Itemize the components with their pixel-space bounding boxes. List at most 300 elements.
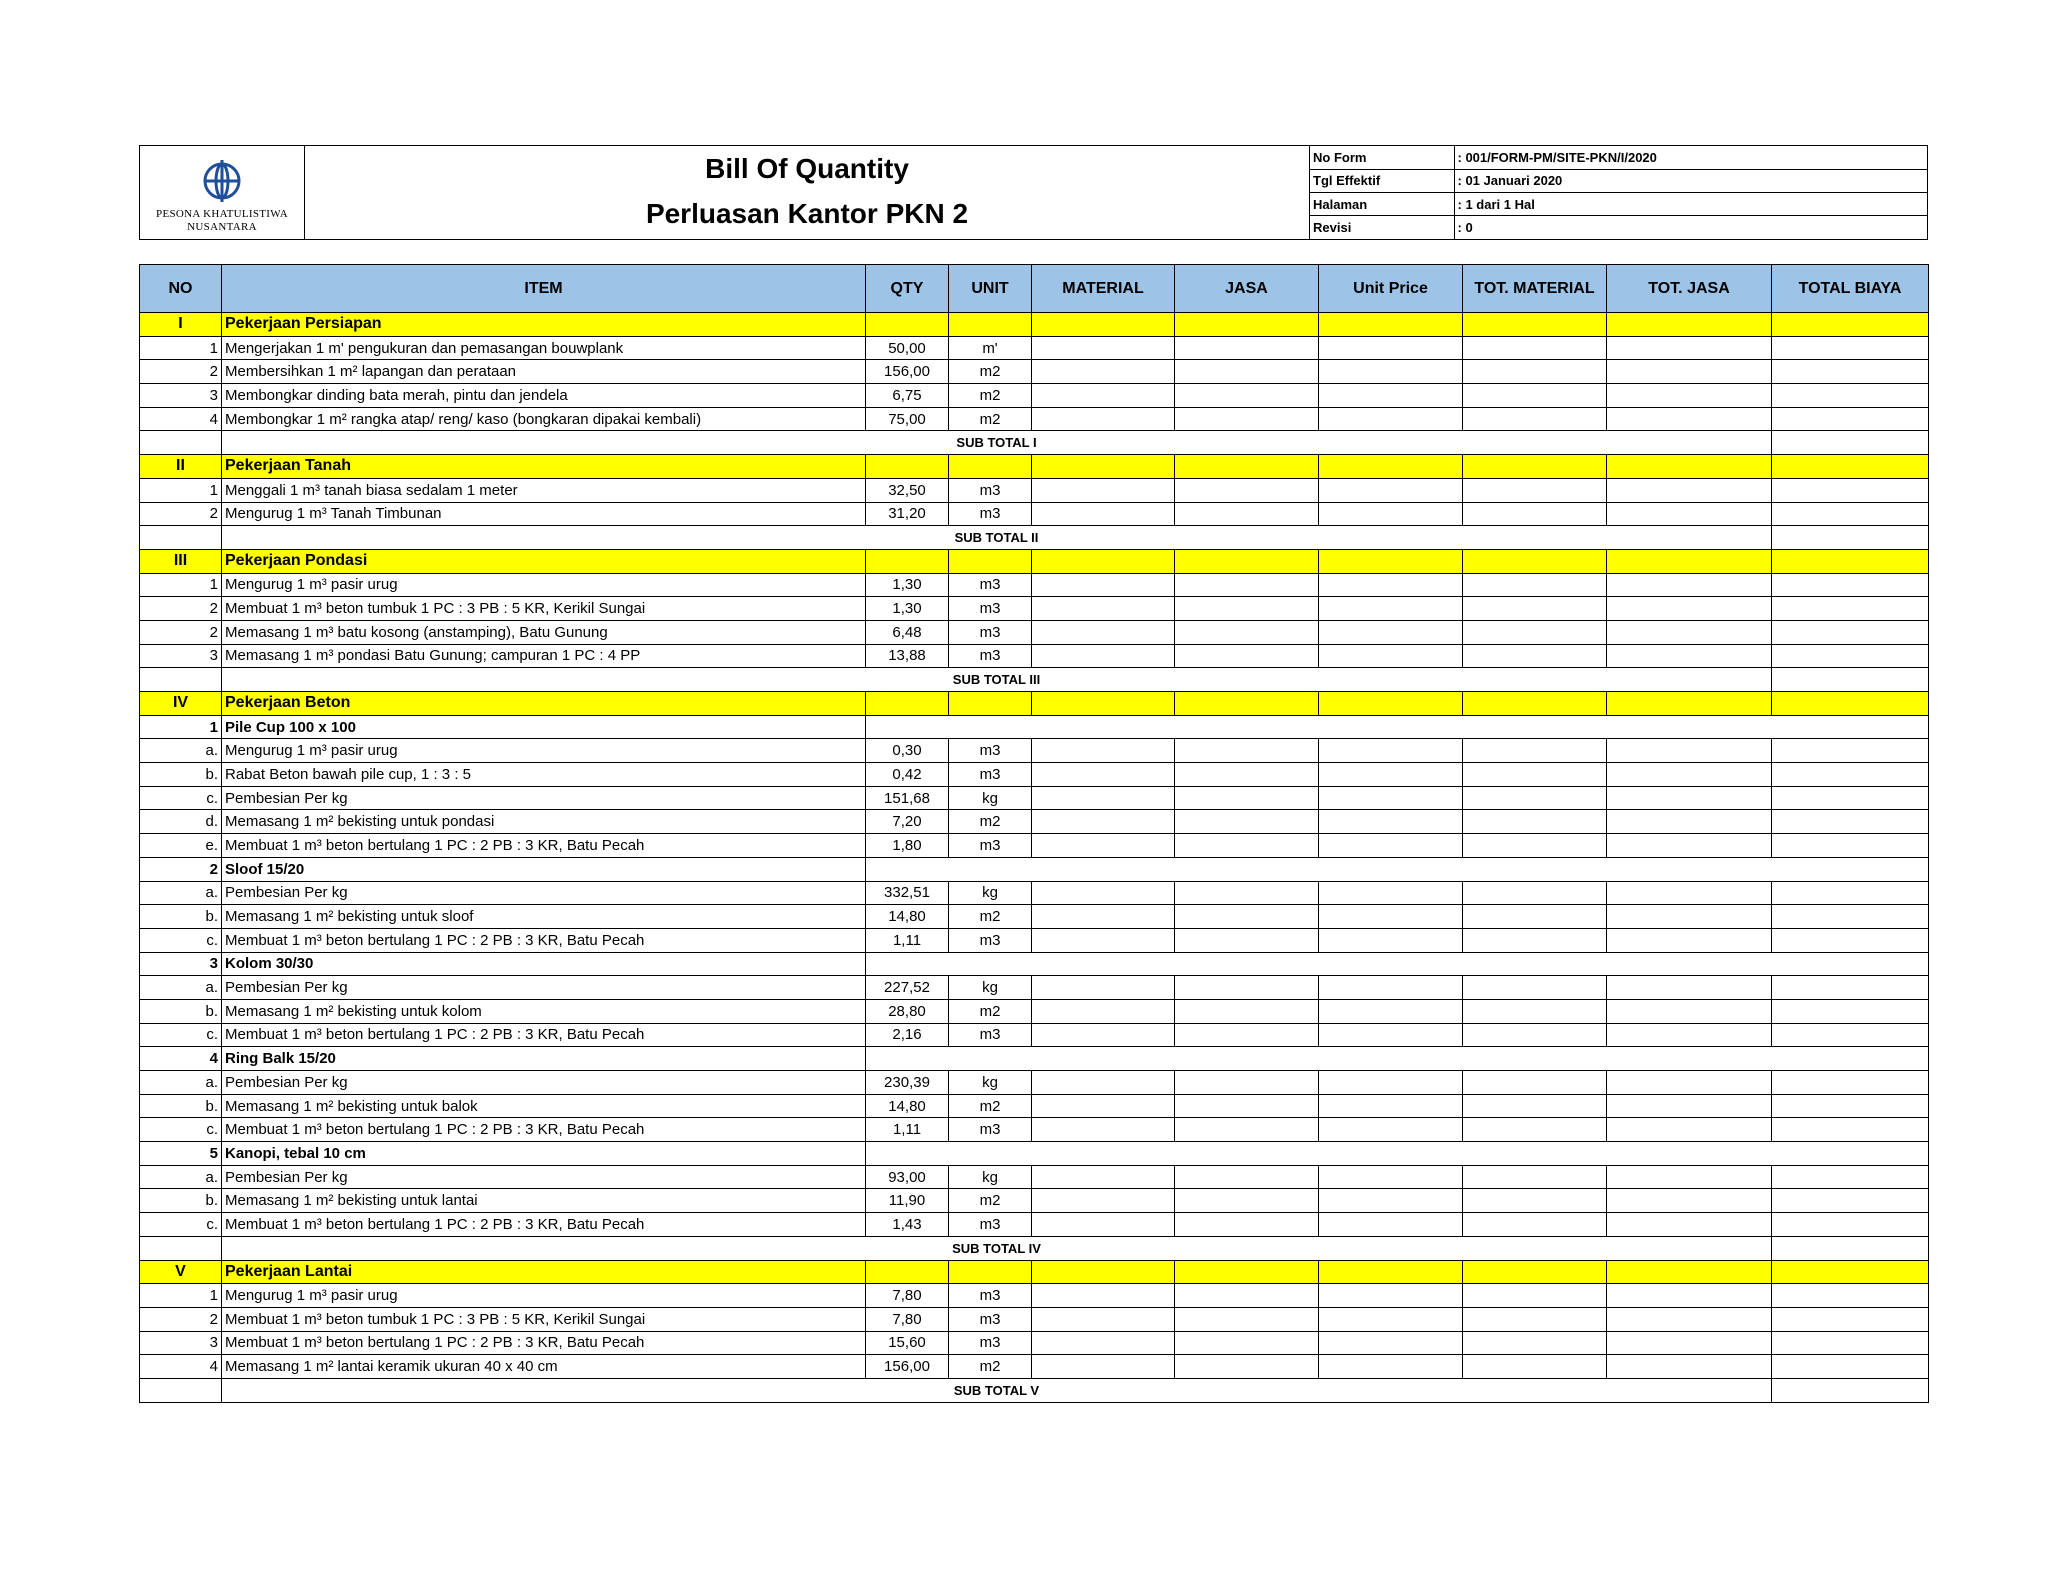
table-cell (1463, 999, 1607, 1023)
table-cell (1319, 336, 1463, 360)
row-unit: m3 (949, 763, 1032, 787)
table-cell (1463, 976, 1607, 1000)
table-cell (1032, 455, 1175, 479)
table-row (140, 1331, 1929, 1355)
table-cell (1032, 407, 1175, 431)
table-cell (1772, 478, 1929, 502)
table-cell (1319, 810, 1463, 834)
table-cell (1175, 1284, 1319, 1308)
row-no: b. (140, 1189, 222, 1213)
table-cell (1032, 1023, 1175, 1047)
table-row (140, 834, 1929, 858)
table-cell (1772, 1213, 1929, 1237)
row-no: I (140, 313, 222, 337)
table-cell (1032, 881, 1175, 905)
table-cell (1607, 1189, 1772, 1213)
row-unit: m2 (949, 810, 1032, 834)
table-cell (1463, 1118, 1607, 1142)
row-unit: m3 (949, 1331, 1032, 1355)
table-cell (1463, 1331, 1607, 1355)
table-cell (1319, 597, 1463, 621)
table-cell (1772, 834, 1929, 858)
row-item: Memasang 1 m² bekisting untuk balok (222, 1094, 866, 1118)
row-item: Rabat Beton bawah pile cup, 1 : 3 : 5 (222, 763, 866, 787)
logo-line1: PESONA KHATULISTIWA (156, 208, 288, 220)
row-no: II (140, 455, 222, 479)
table-cell (1319, 1189, 1463, 1213)
table-cell (1319, 1165, 1463, 1189)
column-header: Unit Price (1319, 265, 1463, 313)
table-cell (1319, 502, 1463, 526)
row-item: Pembesian Per kg (222, 976, 866, 1000)
table-cell (1772, 1023, 1929, 1047)
row-no: b. (140, 999, 222, 1023)
table-cell (1463, 881, 1607, 905)
row-item: Ring Balk 15/20 (222, 1047, 866, 1071)
table-cell (1772, 810, 1929, 834)
table-cell (1772, 455, 1929, 479)
table-cell (1772, 1094, 1929, 1118)
section-row (140, 455, 1929, 479)
page-title: Bill Of Quantity (705, 153, 909, 184)
row-item: Membuat 1 m³ beton bertulang 1 PC : 2 PB : 3 KR, Batu Pecah (222, 1118, 866, 1142)
row-no: 4 (140, 1355, 222, 1379)
table-cell (1319, 1118, 1463, 1142)
table-cell (1772, 928, 1929, 952)
table-cell (1463, 313, 1607, 337)
row-no: V (140, 1260, 222, 1284)
row-unit: m3 (949, 620, 1032, 644)
table-cell (1463, 692, 1607, 716)
table-row (140, 360, 1929, 384)
row-qty: 151,68 (866, 786, 949, 810)
column-header: NO (140, 265, 222, 313)
table-cell (1032, 1189, 1175, 1213)
table-cell (1772, 313, 1929, 337)
table-cell (1607, 620, 1772, 644)
table-cell (1463, 1071, 1607, 1095)
table-cell (1319, 1284, 1463, 1308)
table-cell (1032, 905, 1175, 929)
table-row (140, 478, 1929, 502)
form-meta-table (1310, 146, 1927, 239)
row-no: b. (140, 905, 222, 929)
subtotal-label: SUB TOTAL II (222, 526, 1772, 550)
table-cell (1175, 336, 1319, 360)
row-no: 1 (140, 1284, 222, 1308)
row-unit: m2 (949, 1094, 1032, 1118)
table-cell (1772, 549, 1929, 573)
row-item: Pembesian Per kg (222, 1165, 866, 1189)
table-cell (1607, 360, 1772, 384)
table-cell (1463, 573, 1607, 597)
table-cell (1772, 786, 1929, 810)
subtotal-row (140, 1236, 1929, 1260)
table-cell (140, 668, 222, 692)
table-cell (1175, 1355, 1319, 1379)
table-row (140, 573, 1929, 597)
table-cell (1607, 1260, 1772, 1284)
row-qty: 50,00 (866, 336, 949, 360)
table-cell (1772, 1189, 1929, 1213)
table-cell (1319, 999, 1463, 1023)
table-cell (1319, 384, 1463, 408)
table-cell (1319, 976, 1463, 1000)
row-item: Pile Cup 100 x 100 (222, 715, 866, 739)
logo-line2: NUSANTARA (187, 221, 257, 233)
row-no: 3 (140, 644, 222, 668)
row-no: 1 (140, 336, 222, 360)
table-cell (1319, 928, 1463, 952)
table-cell (1772, 384, 1929, 408)
table-cell (1175, 1331, 1319, 1355)
table-row (140, 1165, 1929, 1189)
table-cell (1772, 407, 1929, 431)
table-cell (866, 1142, 1929, 1166)
table-row (140, 928, 1929, 952)
row-item: Pekerjaan Lantai (222, 1260, 866, 1284)
table-row (140, 1284, 1929, 1308)
row-qty: 32,50 (866, 478, 949, 502)
table-cell (1607, 976, 1772, 1000)
column-header: TOTAL BIAYA (1772, 265, 1929, 313)
subtotal-label: SUB TOTAL V (222, 1378, 1772, 1402)
row-unit: m3 (949, 597, 1032, 621)
logo (140, 146, 305, 239)
table-cell (949, 549, 1032, 573)
column-header: QTY (866, 265, 949, 313)
table-cell (1463, 1213, 1607, 1237)
row-unit: m3 (949, 1118, 1032, 1142)
row-item: Pekerjaan Persiapan (222, 313, 866, 337)
table-cell (1032, 1307, 1175, 1331)
subtotal-value (1772, 526, 1929, 550)
table-cell (140, 431, 222, 455)
row-no: c. (140, 1213, 222, 1237)
table-cell (1175, 692, 1319, 716)
table-cell (1319, 313, 1463, 337)
row-unit: kg (949, 881, 1032, 905)
table-cell (1175, 763, 1319, 787)
table-cell (1175, 573, 1319, 597)
table-cell (1175, 1071, 1319, 1095)
table-cell (1175, 478, 1319, 502)
row-no: c. (140, 928, 222, 952)
row-unit: m3 (949, 739, 1032, 763)
table-cell (1607, 810, 1772, 834)
table-cell (1175, 999, 1319, 1023)
table-cell (1463, 834, 1607, 858)
table-cell (949, 692, 1032, 716)
table-cell (1032, 502, 1175, 526)
table-cell (1463, 905, 1607, 929)
table-row (140, 739, 1929, 763)
row-unit: kg (949, 1165, 1032, 1189)
table-cell (1607, 1165, 1772, 1189)
row-no: c. (140, 786, 222, 810)
table-cell (1175, 834, 1319, 858)
subtotal-row (140, 526, 1929, 550)
row-unit: m3 (949, 1213, 1032, 1237)
table-cell (1032, 1165, 1175, 1189)
table-cell (1175, 1023, 1319, 1047)
title-block (305, 146, 1310, 239)
table-cell (1319, 573, 1463, 597)
table-cell (1463, 1355, 1607, 1379)
row-unit: m3 (949, 1307, 1032, 1331)
table-cell (1607, 1118, 1772, 1142)
table-cell (1463, 810, 1607, 834)
row-item: Pekerjaan Tanah (222, 455, 866, 479)
row-qty: 11,90 (866, 1189, 949, 1213)
table-cell (949, 455, 1032, 479)
meta-row (1310, 169, 1927, 192)
row-unit: m2 (949, 905, 1032, 929)
table-cell (1175, 502, 1319, 526)
table-cell (1175, 1307, 1319, 1331)
meta-value: : 1 dari 1 Hal (1454, 193, 1927, 216)
table-cell (1463, 928, 1607, 952)
table-cell (866, 549, 949, 573)
table-cell (1772, 597, 1929, 621)
row-qty: 1,43 (866, 1213, 949, 1237)
table-cell (1175, 313, 1319, 337)
table-cell (1175, 1260, 1319, 1284)
table-cell (1319, 1094, 1463, 1118)
table-cell (1032, 692, 1175, 716)
row-unit: m3 (949, 1284, 1032, 1308)
table-cell (1319, 1355, 1463, 1379)
table-cell (1032, 810, 1175, 834)
table-cell (1319, 455, 1463, 479)
table-cell (1772, 573, 1929, 597)
table-cell (1772, 739, 1929, 763)
table-row (140, 881, 1929, 905)
table-row (140, 810, 1929, 834)
table-cell (1175, 384, 1319, 408)
subtotal-label: SUB TOTAL III (222, 668, 1772, 692)
table-cell (1463, 455, 1607, 479)
row-qty: 7,80 (866, 1307, 949, 1331)
table-cell (1175, 644, 1319, 668)
table-cell (1319, 692, 1463, 716)
table-cell (1463, 739, 1607, 763)
table-cell (866, 952, 1929, 976)
table-cell (1607, 763, 1772, 787)
table-row (140, 1213, 1929, 1237)
table-cell (1032, 1071, 1175, 1095)
row-item: Sloof 15/20 (222, 857, 866, 881)
table-cell (1319, 834, 1463, 858)
table-cell (866, 857, 1929, 881)
row-no: 5 (140, 1142, 222, 1166)
table-cell (1319, 478, 1463, 502)
row-item: Mengurug 1 m³ Tanah Timbunan (222, 502, 866, 526)
table-cell (1175, 810, 1319, 834)
row-qty: 7,80 (866, 1284, 949, 1308)
table-cell (1607, 455, 1772, 479)
row-item: Membongkar 1 m² rangka atap/ reng/ kaso (bongkaran dipakai kembali) (222, 407, 866, 431)
subtotal-value (1772, 431, 1929, 455)
row-qty: 1,30 (866, 573, 949, 597)
table-cell (1772, 1118, 1929, 1142)
row-item: Menggali 1 m³ tanah biasa sedalam 1 meter (222, 478, 866, 502)
row-qty: 28,80 (866, 999, 949, 1023)
row-qty: 75,00 (866, 407, 949, 431)
table-cell (1032, 313, 1175, 337)
table-cell (1175, 1118, 1319, 1142)
meta-label: Halaman (1310, 193, 1454, 216)
row-item: Memasang 1 m³ batu kosong (anstamping), Batu Gunung (222, 620, 866, 644)
table-cell (1772, 1331, 1929, 1355)
table-cell (1463, 1023, 1607, 1047)
table-cell (1607, 1355, 1772, 1379)
table-cell (1175, 549, 1319, 573)
row-item: Membuat 1 m³ beton bertulang 1 PC : 2 PB : 3 KR, Batu Pecah (222, 1023, 866, 1047)
table-cell (1607, 881, 1772, 905)
row-qty: 6,48 (866, 620, 949, 644)
table-cell (1607, 644, 1772, 668)
table-cell (1032, 1331, 1175, 1355)
table-cell (1032, 1284, 1175, 1308)
table-cell (1032, 739, 1175, 763)
table-cell (1607, 1213, 1772, 1237)
table-cell (1772, 1307, 1929, 1331)
column-header: TOT. MATERIAL (1463, 265, 1607, 313)
row-qty: 0,30 (866, 739, 949, 763)
row-item: Kolom 30/30 (222, 952, 866, 976)
subtotal-row (140, 668, 1929, 692)
table-cell (1607, 692, 1772, 716)
row-item: Memasang 1 m³ pondasi Batu Gunung; campuran 1 PC : 4 PP (222, 644, 866, 668)
table-row (140, 905, 1929, 929)
row-item: Mengurug 1 m³ pasir urug (222, 739, 866, 763)
table-cell (1463, 1189, 1607, 1213)
table-cell (1032, 976, 1175, 1000)
row-qty: 156,00 (866, 1355, 949, 1379)
row-qty: 332,51 (866, 881, 949, 905)
table-cell (1032, 597, 1175, 621)
row-unit: m3 (949, 644, 1032, 668)
table-cell (1772, 1260, 1929, 1284)
row-no: 2 (140, 620, 222, 644)
subtotal-value (1772, 1378, 1929, 1402)
table-cell (1463, 336, 1607, 360)
table-cell (1607, 834, 1772, 858)
column-header: UNIT (949, 265, 1032, 313)
table-cell (1463, 1094, 1607, 1118)
meta-row (1310, 193, 1927, 216)
row-qty: 31,20 (866, 502, 949, 526)
row-no: 4 (140, 1047, 222, 1071)
table-cell (1607, 1331, 1772, 1355)
row-item: Memasang 1 m² bekisting untuk lantai (222, 1189, 866, 1213)
table-row (140, 763, 1929, 787)
row-no: IV (140, 692, 222, 716)
table-row (140, 976, 1929, 1000)
table-row (140, 1355, 1929, 1379)
table-cell (866, 692, 949, 716)
row-no: 2 (140, 597, 222, 621)
table-cell (1319, 763, 1463, 787)
row-qty: 1,30 (866, 597, 949, 621)
table-cell (1319, 620, 1463, 644)
table-cell (1463, 1284, 1607, 1308)
group-row (140, 857, 1929, 881)
table-cell (1607, 407, 1772, 431)
table-cell (1772, 1165, 1929, 1189)
row-unit: m2 (949, 407, 1032, 431)
table-cell (1607, 478, 1772, 502)
row-no: a. (140, 881, 222, 905)
row-qty: 6,75 (866, 384, 949, 408)
table-cell (1175, 360, 1319, 384)
row-no: 3 (140, 1331, 222, 1355)
table-cell (949, 1260, 1032, 1284)
table-cell (1463, 786, 1607, 810)
table-cell (140, 1236, 222, 1260)
table-cell (1032, 1118, 1175, 1142)
table-cell (1463, 620, 1607, 644)
table-cell (1772, 1284, 1929, 1308)
table-cell (1175, 905, 1319, 929)
table-cell (1772, 360, 1929, 384)
table-cell (1463, 1260, 1607, 1284)
table-row (140, 1189, 1929, 1213)
row-no: a. (140, 976, 222, 1000)
table-cell (1175, 1165, 1319, 1189)
row-no: 4 (140, 407, 222, 431)
table-cell (1032, 999, 1175, 1023)
group-row (140, 952, 1929, 976)
table-cell (1607, 384, 1772, 408)
table-cell (1032, 1094, 1175, 1118)
row-item: Pembesian Per kg (222, 786, 866, 810)
table-cell (1772, 1355, 1929, 1379)
row-qty: 13,88 (866, 644, 949, 668)
row-qty: 156,00 (866, 360, 949, 384)
table-cell (1607, 905, 1772, 929)
table-cell (1032, 786, 1175, 810)
row-item: Memasang 1 m² bekisting untuk pondasi (222, 810, 866, 834)
row-item: Mengurug 1 m³ pasir urug (222, 1284, 866, 1308)
column-header: ITEM (222, 265, 866, 313)
table-row (140, 1023, 1929, 1047)
row-no: 2 (140, 1307, 222, 1331)
boq-table (139, 264, 1929, 1403)
table-cell (1772, 881, 1929, 905)
table-cell (1319, 407, 1463, 431)
row-item: Membuat 1 m³ beton bertulang 1 PC : 2 PB : 3 KR, Batu Pecah (222, 928, 866, 952)
table-cell (1772, 905, 1929, 929)
table-cell (1175, 1094, 1319, 1118)
table-cell (1319, 1023, 1463, 1047)
row-unit: m3 (949, 478, 1032, 502)
row-no: a. (140, 1071, 222, 1095)
table-cell (140, 1378, 222, 1402)
table-cell (1319, 1307, 1463, 1331)
meta-row (1310, 146, 1927, 169)
row-no: a. (140, 739, 222, 763)
meta-label: No Form (1310, 146, 1454, 169)
table-cell (1607, 313, 1772, 337)
row-unit: m2 (949, 999, 1032, 1023)
row-no: a. (140, 1165, 222, 1189)
row-qty: 227,52 (866, 976, 949, 1000)
table-cell (1772, 999, 1929, 1023)
table-cell (1032, 928, 1175, 952)
row-no: c. (140, 1023, 222, 1047)
